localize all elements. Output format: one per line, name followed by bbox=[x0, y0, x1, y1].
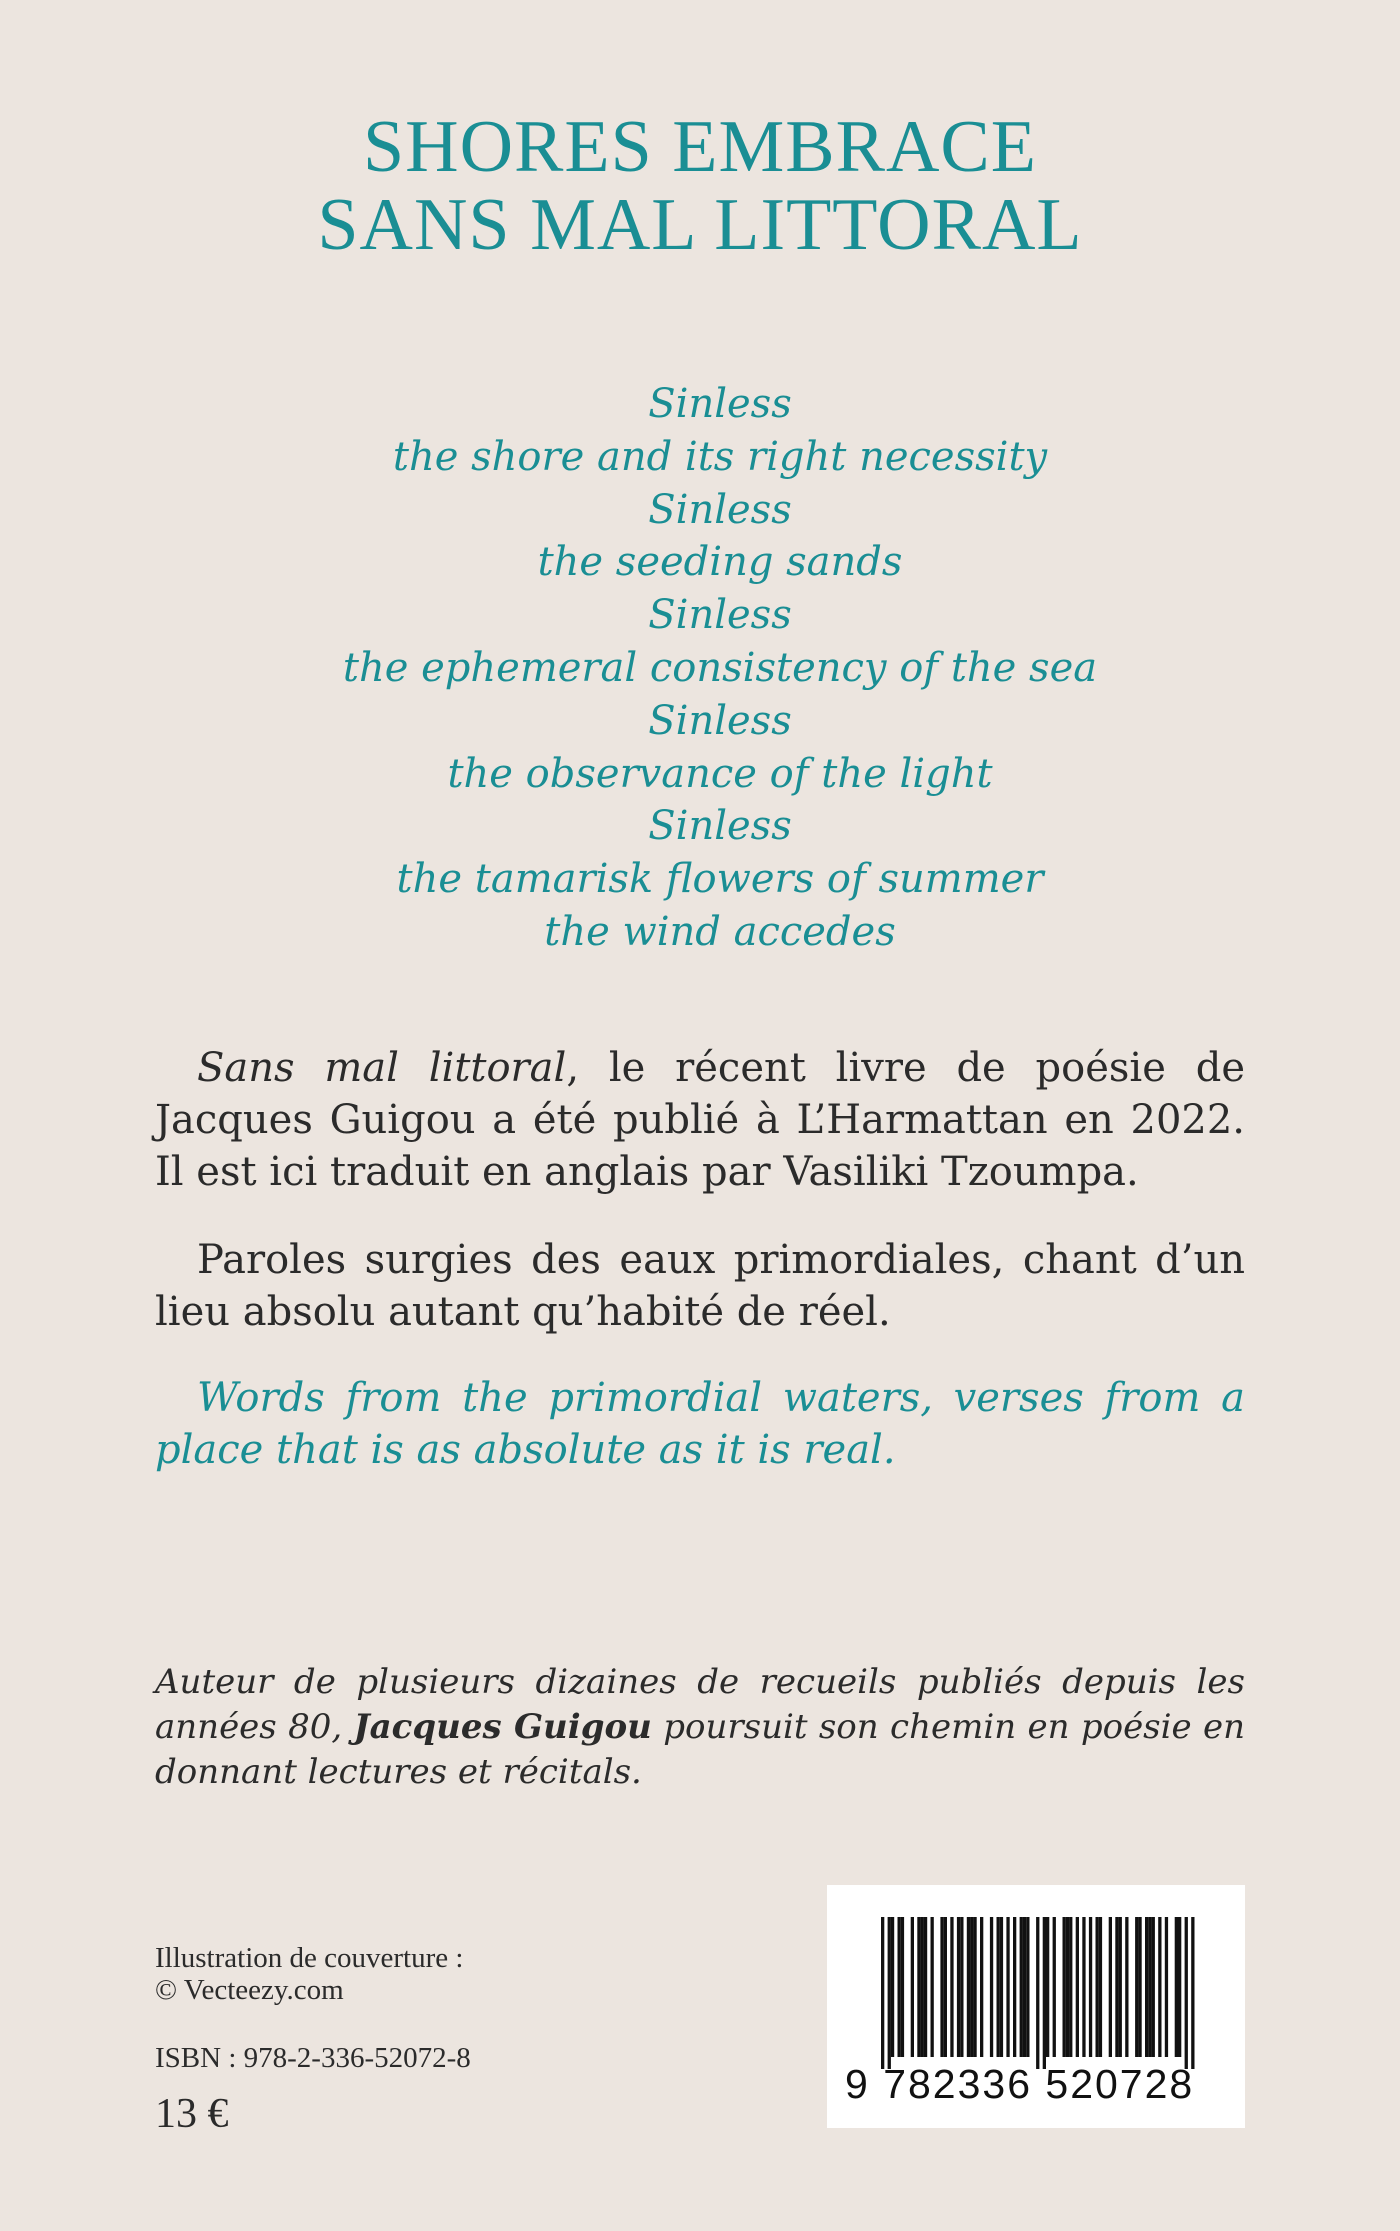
barcode-bar bbox=[1158, 1917, 1161, 2057]
poem-line: Sinless bbox=[648, 697, 792, 744]
description-paragraph-3 bbox=[155, 1372, 1245, 1476]
barcode-bar bbox=[1076, 1917, 1079, 2057]
barcode-bar bbox=[1063, 1917, 1066, 2057]
barcode-bar bbox=[973, 1917, 976, 2057]
barcode-bar bbox=[911, 1917, 914, 2057]
barcode-digits: 9 782336 520728 bbox=[845, 2061, 1195, 2107]
barcode-bar bbox=[990, 1917, 993, 2057]
barcode-bar bbox=[1013, 1917, 1016, 2057]
poem-line: the observance of the light bbox=[447, 750, 993, 797]
barcode-bar bbox=[1089, 1917, 1092, 2057]
author-name: Jacques Guigou bbox=[353, 1707, 652, 1747]
barcode-bar bbox=[1043, 1917, 1046, 2069]
barcode-bar bbox=[970, 1917, 973, 2057]
poem-excerpt bbox=[0, 378, 1400, 959]
illustration-credit bbox=[155, 1942, 463, 2006]
poem-line: the shore and its right necessity bbox=[392, 433, 1048, 480]
price-label: 13 € bbox=[155, 2091, 229, 2137]
barcode-bar bbox=[1178, 1917, 1181, 2057]
barcode-bar bbox=[1119, 1917, 1122, 2057]
description-text: , le récent livre de poésie de Jacques Guigou a été publié à L’Harmattan en 2022. Il est ici traduit en anglais par Vasiliki Tzoumpa. bbox=[155, 1045, 1245, 1195]
poem-line: the ephemeral consistency of the sea bbox=[342, 644, 1098, 691]
barcode-bar bbox=[967, 1917, 970, 2057]
book-title bbox=[0, 108, 1400, 264]
barcode-bar bbox=[1185, 1917, 1188, 2069]
description-paragraph-2 bbox=[155, 1234, 1245, 1338]
barcode-bar bbox=[1165, 1917, 1168, 2057]
isbn-label: ISBN : 978-2-336-52072-8 bbox=[155, 2042, 471, 2074]
description-paragraph-1 bbox=[155, 1042, 1245, 1198]
poem-line: Sinless bbox=[648, 592, 792, 639]
barcode-bar bbox=[1145, 1917, 1148, 2057]
barcode-bar bbox=[1148, 1917, 1151, 2057]
barcode-bar bbox=[1066, 1917, 1069, 2057]
barcode-bar bbox=[1069, 1917, 1072, 2057]
title-line-english: SHORES EMBRACE bbox=[363, 106, 1037, 188]
barcode-bar bbox=[1000, 1917, 1003, 2057]
barcode-bar bbox=[888, 1917, 891, 2069]
barcode-bar bbox=[881, 1917, 884, 2069]
barcode-bar bbox=[921, 1917, 924, 2057]
barcode-bar bbox=[1135, 1917, 1138, 2057]
barcode-bar bbox=[1191, 1917, 1194, 2069]
title-line-french: SANS MAL LITTORAL bbox=[317, 184, 1083, 266]
poem-line: the wind accedes bbox=[544, 908, 896, 955]
barcode-bar bbox=[1109, 1917, 1112, 2057]
barcode-bar bbox=[957, 1917, 960, 2057]
barcode-bar bbox=[1099, 1917, 1102, 2057]
barcode-bar bbox=[1036, 1917, 1039, 2069]
poem-line: the seeding sands bbox=[537, 539, 903, 586]
barcode-bar bbox=[940, 1917, 943, 2057]
barcode-bar bbox=[1175, 1917, 1178, 2057]
poem-line: Sinless bbox=[648, 381, 792, 427]
barcode-bar bbox=[1152, 1917, 1155, 2057]
barcode-bar bbox=[1006, 1917, 1009, 2057]
barcode-bar bbox=[1053, 1917, 1056, 2057]
author-note: Auteur de plusieurs dizaines de recueils publiés depuis les années 80, Jacques Guigou poursuit son chemin en poésie en donnant lectures et récitals. bbox=[155, 1662, 1246, 1792]
barcode-bar bbox=[1082, 1917, 1085, 2057]
barcode-bar bbox=[980, 1917, 983, 2057]
barcode-bar bbox=[901, 1917, 904, 2057]
barcode-bar bbox=[1096, 1917, 1099, 2057]
barcode-bar bbox=[950, 1917, 953, 2057]
barcode-bar bbox=[1125, 1917, 1128, 2057]
barcode-bar bbox=[931, 1917, 934, 2057]
poem-line: Sinless bbox=[648, 803, 792, 850]
barcode-bar bbox=[924, 1917, 927, 2057]
barcode bbox=[827, 1885, 1245, 2128]
barcode-bar bbox=[997, 1917, 1000, 2057]
barcode-bar bbox=[1026, 1917, 1029, 2057]
barcode-bar bbox=[944, 1917, 947, 2057]
credit-source: © Vecteezy.com bbox=[155, 1974, 344, 2006]
description-text-english: Words from the primordial waters, verses from a place that is as absolute as it is real. bbox=[155, 1375, 1245, 1473]
barcode-bar bbox=[1115, 1917, 1118, 2057]
barcode-bar bbox=[960, 1917, 963, 2057]
barcode-bar bbox=[1138, 1917, 1141, 2057]
barcode-bar bbox=[1020, 1917, 1023, 2057]
barcode-bar bbox=[917, 1917, 920, 2057]
poem-line: the tamarisk flowers of summer bbox=[396, 856, 1044, 903]
poem-line: Sinless bbox=[648, 486, 792, 533]
barcode-bar bbox=[1046, 1917, 1049, 2057]
barcode-bar bbox=[898, 1917, 901, 2057]
book-title-inline: Sans mal littoral bbox=[197, 1045, 567, 1091]
description-text: Paroles surgies des eaux primordiales, chant d’un lieu absolu autant qu’habité de réel. bbox=[155, 1237, 1245, 1335]
credit-label: Illustration de couverture : bbox=[155, 1942, 464, 1974]
barcode-bar bbox=[891, 1917, 894, 2057]
barcode-bar bbox=[1023, 1917, 1026, 2057]
